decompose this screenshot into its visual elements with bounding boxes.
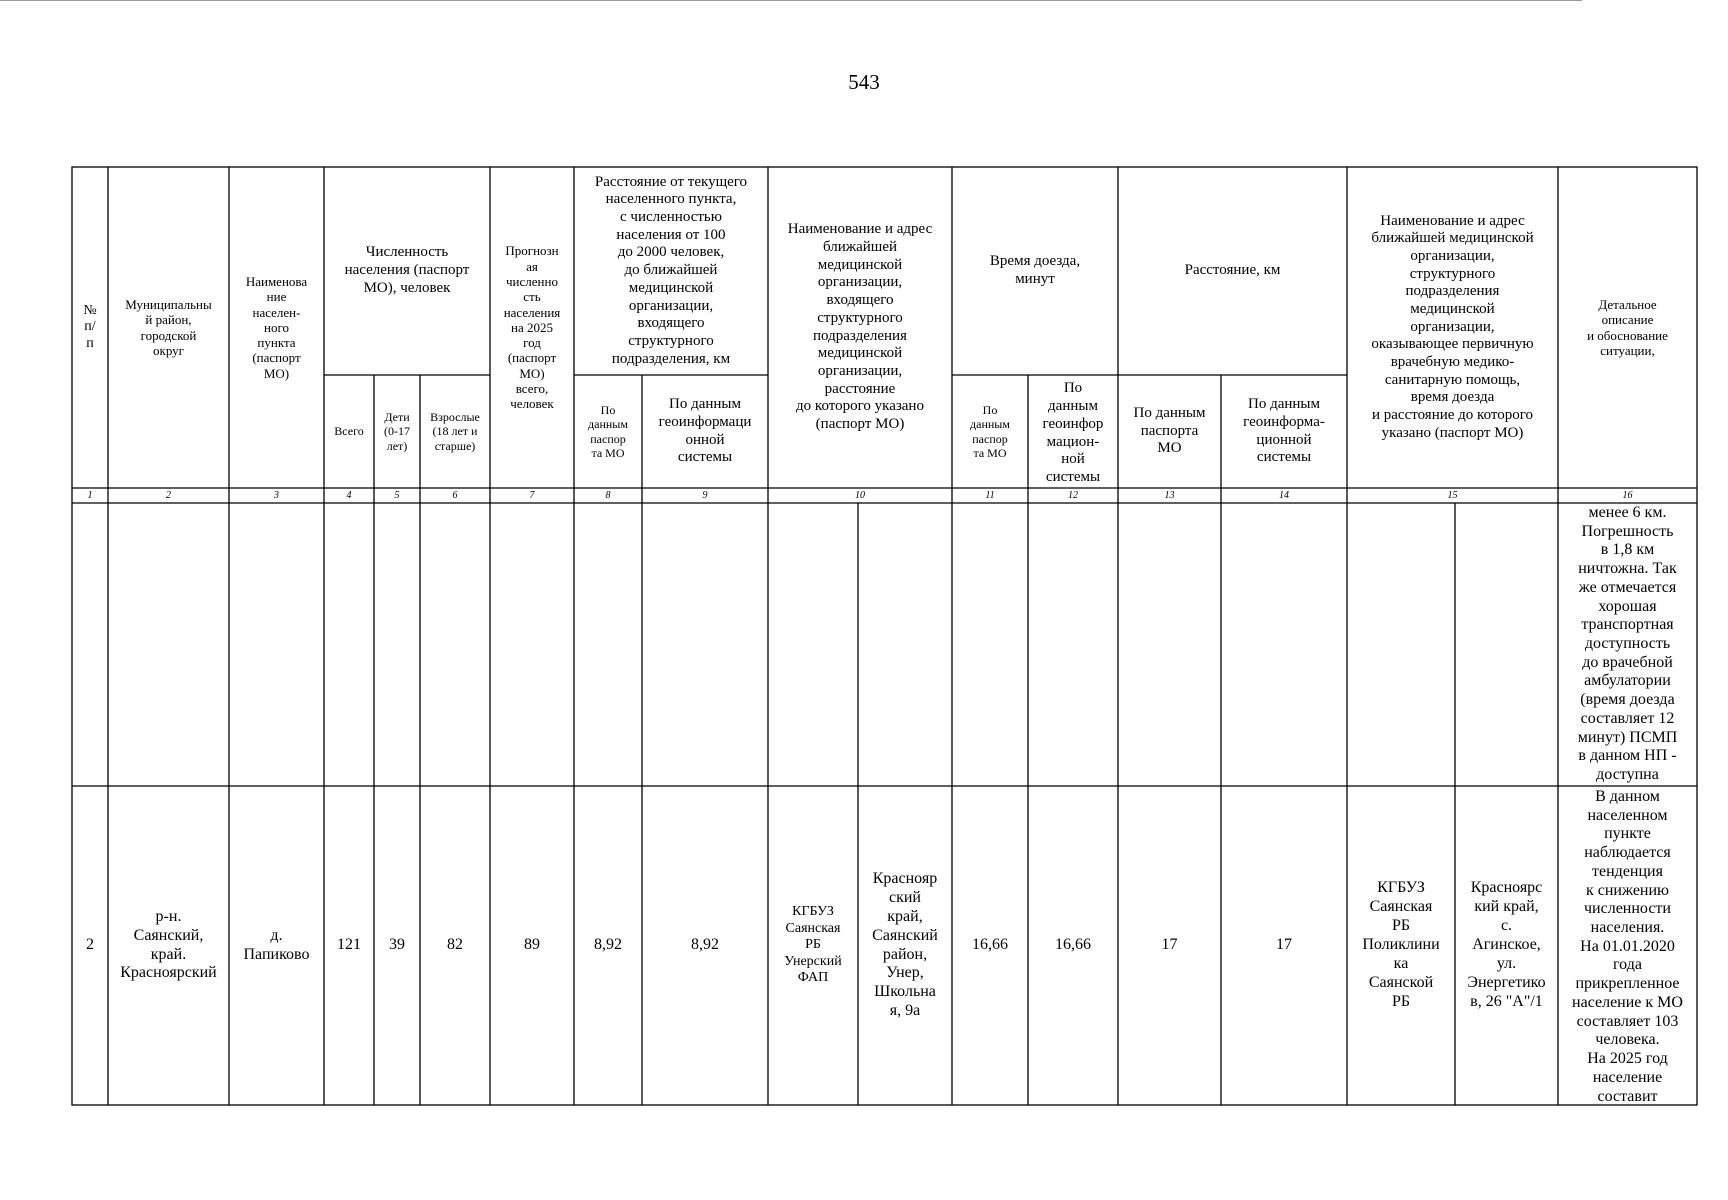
header-km-passport: По данным паспорта МО xyxy=(1133,404,1206,457)
header-distance-gis: По данным геоинформаци онной системы xyxy=(658,396,752,466)
column-number: 14 xyxy=(1279,489,1289,501)
row-population-children: 39 xyxy=(389,936,405,954)
row-time-passport: 16,66 xyxy=(972,936,1008,954)
column-number: 2 xyxy=(166,489,171,501)
page-number: 543 xyxy=(848,70,880,94)
column-number: 3 xyxy=(274,489,279,501)
header-description: Детальное описание и обоснование ситуации, xyxy=(1587,296,1668,358)
row-km-gis: 17 xyxy=(1276,936,1292,954)
row-distance-passport: 8,92 xyxy=(594,936,622,954)
header-km-gis: По данным геоинформа- ционной системы xyxy=(1243,396,1325,466)
row-population-total: 121 xyxy=(337,936,361,954)
header-pmsp-facility: Наименование и адрес ближайшей медицинской организации, структурного подразделения медицинской организации, оказывающее первичную врачебную медико- санитарную помощь, время доезда и расстояние до которого указано (паспорт МО) xyxy=(1371,212,1534,441)
row-forecast: 89 xyxy=(524,936,540,954)
column-number: 6 xyxy=(452,489,458,501)
row-km-passport: 17 xyxy=(1161,936,1178,954)
header-distance-to-facility: Расстояние от текущего населенного пункта, с численностью населения от 100 до 2000 человек, до ближайшей медицинской организации, входящего структурного подразделения, км xyxy=(594,173,748,367)
header-number: № п/ п xyxy=(83,302,97,351)
column-number: 13 xyxy=(1164,489,1175,501)
header-population: Численность населения (паспорт МО), человек xyxy=(344,244,470,296)
header-municipal-district: Муниципальны й район, городской округ xyxy=(125,296,212,358)
header-children: Дети (0-17 лет) xyxy=(384,410,410,453)
row-distance-gis: 8,92 xyxy=(691,936,719,954)
header-distance-passport: По данным паспор та МО xyxy=(588,403,628,460)
column-number: 11 xyxy=(985,489,995,501)
column-number: 4 xyxy=(346,489,352,501)
row-population-adults: 82 xyxy=(447,936,463,954)
column-number: 7 xyxy=(529,489,535,501)
column-number: 1 xyxy=(87,489,93,501)
row-facility-name: КГБУЗ Саянская РБ Унерский ФАП xyxy=(784,904,842,986)
column-number: 12 xyxy=(1068,489,1078,501)
column-number: 10 xyxy=(855,489,865,501)
column-number: 8 xyxy=(605,489,611,501)
header-time-passport: По данным паспор та МО xyxy=(970,403,1010,460)
row-district: р-н. Саянский, край. Красноярский xyxy=(120,907,217,982)
row-facility-address: Краснояр ский край, Саянский район, Унер, Школьна я, 9а xyxy=(872,870,938,1020)
row-settlement: д. Папиково xyxy=(243,926,310,963)
row-pmsp-name: КГБУЗ Саянская РБ Поликлини ка Саянской РБ xyxy=(1362,879,1440,1010)
column-number: 9 xyxy=(702,489,708,501)
row-pmsp-address: Красноярс кий край, с. Агинское, ул. Энергетико в, 26 "А"/1 xyxy=(1467,879,1546,1010)
header-travel-time: Время доезда, минут xyxy=(989,253,1081,287)
header-distance-km: Расстояние, км xyxy=(1184,262,1281,279)
header-forecast: Прогнозн ая численно сть населения на 2025 год (паспорт МО) всего, человек xyxy=(503,243,561,412)
header-nearest-facility: Наименование и адрес ближайшей медицинской организации, входящего структурного подразделения медицинской организации, расстояние до которого указано (паспорт МО) xyxy=(787,221,933,432)
continuation-description: менее 6 км. Погрешность в 1,8 км ничтожна. Так же отмечается хорошая транспортная доступность до врачебной амбулатории (время доезда составляет 12 минут) ПСМП в данном НП - доступна xyxy=(1577,504,1678,784)
row-description: В данном населенном пункте наблюдается тенденция к снижению численности населения. На 01.01.2020 года прикрепленное население к МО составляет 103 человека. На 2025 год население составит xyxy=(1572,788,1683,1105)
header-time-gis: По данным геоинфор мацион- ной системы xyxy=(1042,380,1104,485)
header-total: Всего xyxy=(334,424,364,439)
header-settlement-name: Наименова ние населен- ного пункта (паспорт МО) xyxy=(245,273,308,381)
header-adults: Взрослые (18 лет и старше) xyxy=(430,410,480,453)
column-number: 16 xyxy=(1622,489,1633,501)
row-time-gis: 16,66 xyxy=(1055,936,1091,954)
row-number: 2 xyxy=(86,936,94,954)
column-number: 5 xyxy=(394,489,400,501)
column-number: 15 xyxy=(1447,489,1458,501)
